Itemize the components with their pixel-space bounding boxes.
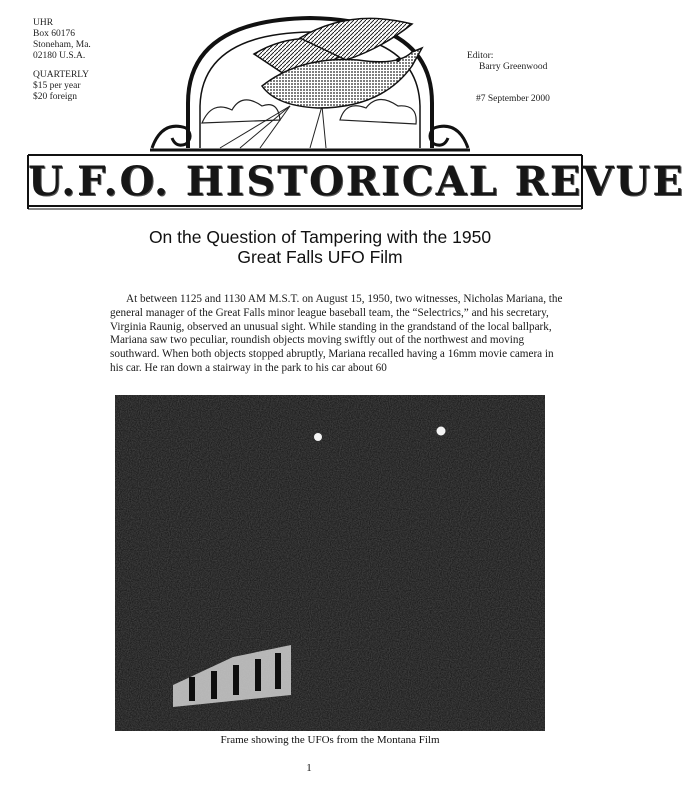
page-number: 1 xyxy=(306,762,312,774)
ufo-object-2 xyxy=(437,427,446,436)
publisher-city: Stoneham, Ma. xyxy=(33,40,91,50)
publisher-address xyxy=(33,18,91,103)
editor-label: Editor: xyxy=(467,51,494,61)
header-bird-illustration xyxy=(150,8,470,158)
editor-block xyxy=(467,51,547,73)
price-foreign: $20 foreign xyxy=(33,92,78,102)
ufo-object-1 xyxy=(314,433,322,441)
issue-info: #7 September 2000 xyxy=(476,94,550,104)
masthead-title: U.F.O. HISTORICAL REVUE xyxy=(28,158,685,205)
publisher-name: UHR xyxy=(33,18,54,28)
publisher-zip: 02180 U.S.A. xyxy=(33,51,86,61)
article-title-line-1: On the Question of Tampering with the 1950 xyxy=(148,227,492,247)
publication-frequency: QUARTERLY xyxy=(33,70,90,80)
editor-name: Barry Greenwood xyxy=(479,62,548,72)
publisher-box: Box 60176 xyxy=(33,29,75,39)
article-body: At between 1125 and 1130 AM M.S.T. on August 15, 1950, two witnesses, Nicholas Mariana, the general manager of the Great Falls minor league baseball team, the “Selectrics,” and his secretary, Virginia Raunig, observed an unusual sight. While standing in the grandstand of the local ballpark, Mariana saw two peculiar, roundish objects moving swiftly out of the northwest and moving southward. When both objects stopped abruptly, Mariana recalled having a 16mm movie camera in his car. He ran down a stairway in the park to his car about 60 xyxy=(110,293,563,374)
article-title-line-2: Great Falls UFO Film xyxy=(237,247,403,267)
price-domestic: $15 per year xyxy=(33,81,81,91)
article-title xyxy=(60,227,580,267)
ufo-film-frame-photo xyxy=(115,395,545,731)
photo-caption: Frame showing the UFOs from the Montana Film xyxy=(220,734,440,746)
